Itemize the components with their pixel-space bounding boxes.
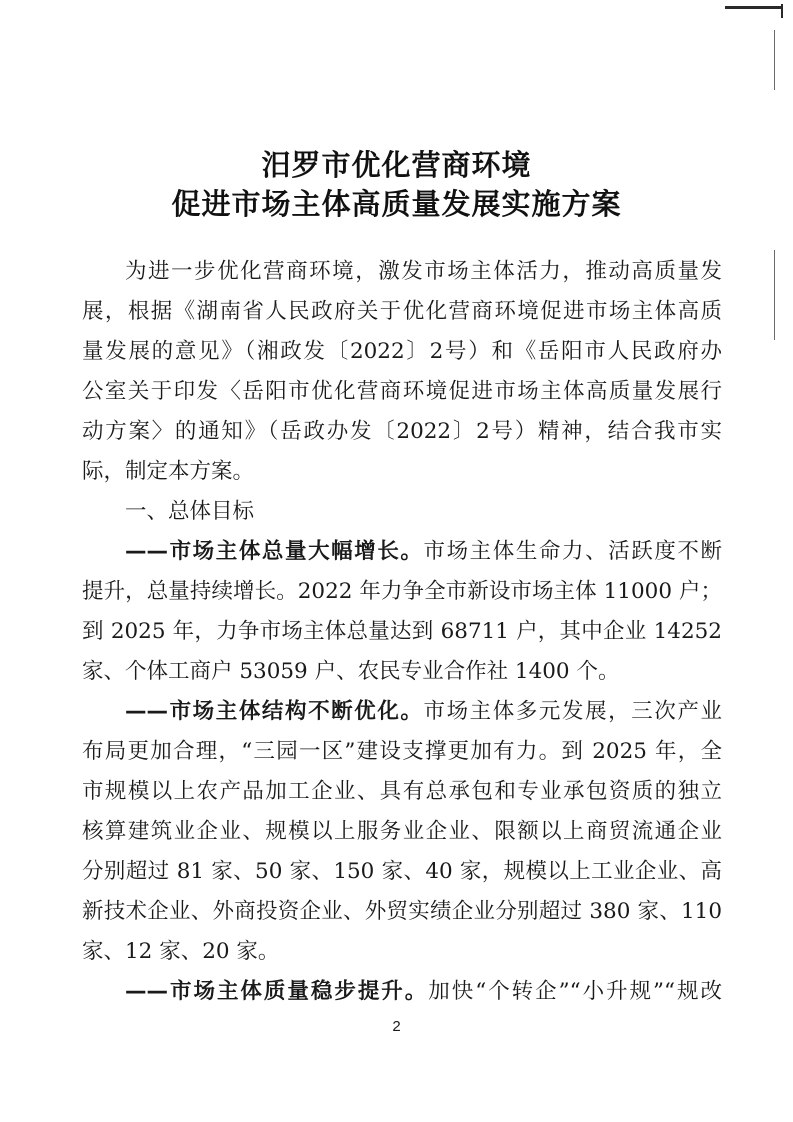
paragraph-line: 动方案〉的通知》（岳政办发〔2022〕2号）精神，结合我市实 bbox=[82, 419, 722, 444]
paragraph-line: 市规模以上农产品加工企业、具有总承包和专业承包资质的独立 bbox=[82, 779, 722, 804]
scan-mark-tick bbox=[781, 4, 783, 18]
scan-edge-line bbox=[774, 250, 775, 340]
page-number: 2 bbox=[392, 1018, 401, 1035]
paragraph-line: 家、12 家、20 家。 bbox=[82, 939, 280, 964]
document-title-line-2: 促进市场主体高质量发展实施方案 bbox=[171, 187, 622, 221]
goal-lead: ——市场主体质量稳步提升。 bbox=[125, 979, 429, 1004]
section-heading: 一、总体目标 bbox=[125, 499, 255, 524]
goal-lead: ——市场主体结构不断优化。 bbox=[125, 699, 424, 724]
paragraph-line: 提升，总量持续增长。2022 年力争全市新设市场主体 11000 户； bbox=[82, 579, 722, 604]
paragraph-line: 为进一步优化营商环境，激发市场主体活力，推动高质量发 bbox=[125, 259, 722, 284]
paragraph-line bbox=[125, 694, 722, 730]
document-title-line-1: 汨罗市优化营商环境 bbox=[261, 148, 532, 182]
paragraph-line: 际，制定本方案。 bbox=[82, 459, 255, 484]
paragraph-line: 到 2025 年，力争市场主体总量达到 68711 户，其中企业 14252 bbox=[82, 619, 722, 644]
paragraph-line: 公室关于印发〈岳阳市优化营商环境促进市场主体高质量发展行 bbox=[82, 379, 722, 404]
paragraph-line bbox=[125, 534, 722, 570]
paragraph-line: 布局更加合理，“三园一区”建设支撑更加有力。到 2025 年，全 bbox=[82, 739, 722, 764]
goal-text: 市场主体生命力、活跃度不断 bbox=[423, 539, 722, 564]
paragraph-line: 家、个体工商户 53059 户、农民专业合作社 1400 个。 bbox=[82, 659, 620, 684]
paragraph-line: 新技术企业、外商投资企业、外贸实绩企业分别超过 380 家、110 bbox=[82, 899, 722, 924]
goal-text: 加快“个转企”“小升规”“规改 bbox=[428, 979, 722, 1004]
paragraph-line: 量发展的意见》（湘政发〔2022〕2号）和《岳阳市人民政府办 bbox=[82, 339, 722, 364]
scan-mark bbox=[725, 6, 783, 9]
paragraph-line: 分别超过 81 家、50 家、150 家、40 家，规模以上工业企业、高 bbox=[82, 859, 722, 884]
paragraph-line: 核算建筑业企业、规模以上服务业企业、限额以上商贸流通企业 bbox=[82, 819, 722, 844]
goal-text: 市场主体多元发展，三次产业 bbox=[423, 699, 722, 724]
scan-edge-line bbox=[774, 30, 775, 90]
goal-lead: ——市场主体总量大幅增长。 bbox=[125, 539, 424, 564]
paragraph-line bbox=[125, 974, 722, 1010]
paragraph-line: 展，根据《湖南省人民政府关于优化营商环境促进市场主体高质 bbox=[82, 299, 722, 324]
